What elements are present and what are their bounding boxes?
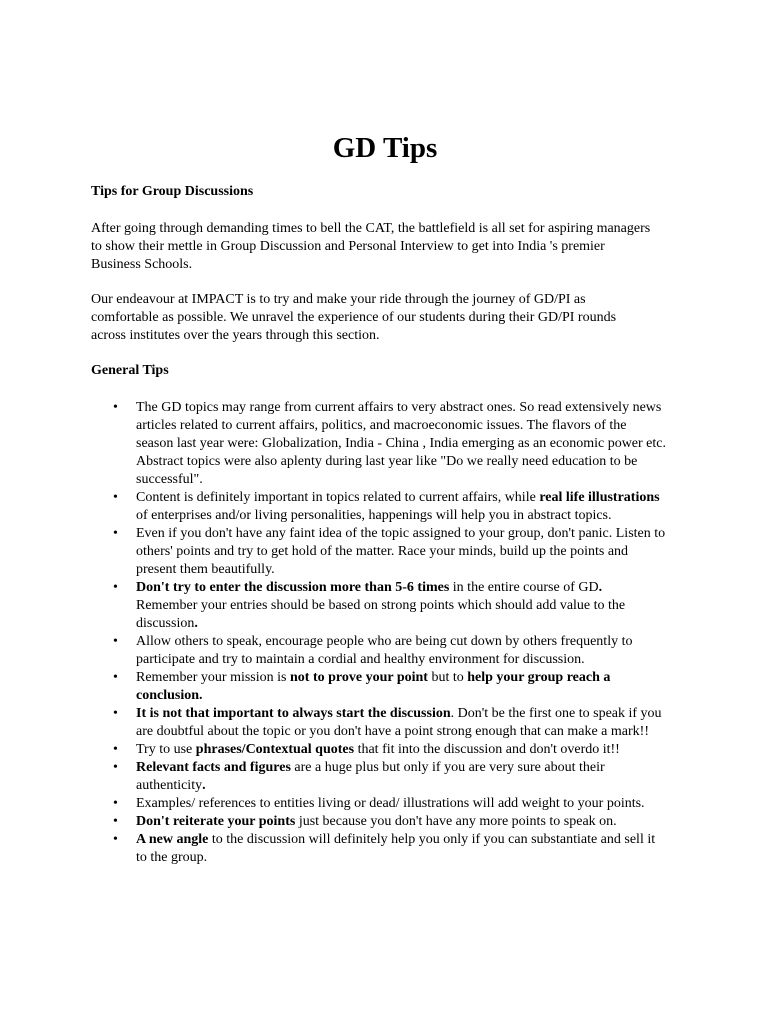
list-item [91,795,666,813]
text-run: Allow others to speak, encourage people who are being cut down by others frequently to participate and try to maintain a cordial and healthy environment for discussion. [136,634,633,667]
list-item [91,399,666,489]
bold-run: . [598,580,603,595]
bullet-icon: • [113,706,118,721]
list-item [91,579,666,633]
bold-run: It is not that important to always start the discussion [136,706,451,721]
text-run: Even if you don't have any faint idea of the topic assigned to your group, don't panic. Listen to others' points and try to get hold of the matter. Race your minds, build up the points and present them beautifully. [136,526,666,577]
intro-paragraph: After going through demanding times to bell the CAT, the battlefield is all set for aspiring managers to show their mettle in Group Discussion and Personal Interview to get into India 's premier Business Schools. [91,221,651,272]
text-run: but to [427,670,468,685]
list-item [91,525,666,579]
bold-run: Relevant facts and figures [136,760,291,775]
bold-run: Don't reiterate your points [136,814,296,829]
list-item [91,813,666,831]
list-item [91,633,666,669]
bullet-icon: • [113,400,118,415]
list-item [91,759,666,795]
bullet-icon: • [113,742,118,757]
text-run: The GD topics may range from current affairs to very abstract ones. So read extensively news articles related to current affairs, politics, and macroeconomic issues. The flavors of the season last year were: Globalization, India - China , India emerging as an economic power etc. Abstract topics were also aplenty during last year like "Do we really need education to be successful". [136,400,666,487]
text-run: in the entire course of GD [449,580,599,595]
bullet-icon: • [113,814,118,829]
tip-text [136,832,655,865]
text-run: Remember your mission is [136,670,290,685]
list-item [91,489,666,525]
text-run: to the discussion will definitely help you only if you can substantiate and sell it to the group. [136,832,656,865]
list-item [91,831,666,867]
text-run: . Don't be the first one to speak if you are doubtful about the topic or you don't have a point strong enough that can make a mark!! [136,706,662,739]
bold-run: real life illustrations [539,490,660,505]
text-run: Examples/ references to entities living or dead/ illustrations will add weight to your points. [136,796,645,811]
text-run: that fit into the discussion and don't overdo it!! [354,742,620,757]
text-run: are a huge plus but only if you are very sure about their authenticity [136,760,605,793]
page-title: GD Tips [332,132,438,164]
tip-text [136,814,617,829]
tip-text [136,742,620,757]
section-heading: General Tips [91,363,169,378]
tip-text [136,490,660,523]
bold-run: A new angle [136,832,209,847]
bold-run: . [202,778,206,793]
bullet-icon: • [113,760,118,775]
tip-text [136,670,610,703]
tips-list [91,399,666,867]
bullet-icon: • [113,832,118,847]
bullet-icon: • [113,634,118,649]
tip-text [136,634,632,667]
bold-run: phrases/Contextual quotes [195,742,355,757]
bullet-icon: • [113,580,118,595]
bullet-icon: • [113,670,118,685]
bold-run: Don't try to enter the discussion more than 5-6 times [136,580,450,595]
subtitle: Tips for Group Discussions [91,184,254,199]
tip-text [136,796,645,811]
bold-run: help your group reach a conclusion. [136,670,611,703]
text-run: Try to use [136,742,196,757]
list-item [91,741,666,759]
tip-text [136,400,666,487]
bullet-icon: • [113,526,118,541]
text-run: just because you don't have any more points to speak on. [295,814,617,829]
bold-run: . [194,616,198,631]
tip-text [136,706,662,739]
tip-text [136,580,625,631]
tip-text [136,526,665,577]
list-item [91,669,666,705]
impact-paragraph: Our endeavour at IMPACT is to try and make your ride through the journey of GD/PI as comfortable as possible. We unravel the experience of our students during their GD/PI rounds across institutes over the years through this section. [91,292,617,343]
bullet-icon: • [113,796,118,811]
bullet-icon: • [113,490,118,505]
bold-run: not to prove your point [290,670,428,685]
text-run: Remember your entries should be based on strong points which should add value to the discussion [136,598,626,631]
text-run: of enterprises and/or living personalities, happenings will help you in abstract topics. [136,508,612,523]
tip-text [136,760,605,793]
list-item [91,705,666,741]
text-run: Content is definitely important in topics related to current affairs, while [136,490,540,505]
